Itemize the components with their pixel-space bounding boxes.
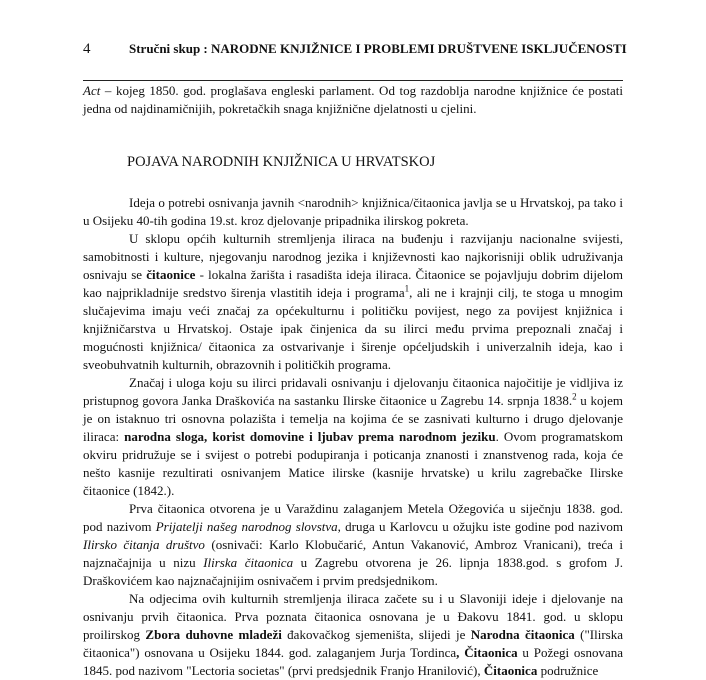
running-header — [83, 38, 627, 60]
paragraph-5: Na odjecima ovih kulturnih stremljenja iliraca začete su i u Slavoniji ideje i djelovanje na osnivanju prvih čitaonica. Prva poznata čitaonica osnovana je u Đakovu 1841. god. u sklopu proilirskog Zbora duhovne mladeži đakovačkog sjemeništa, slijedi je Narodna čitaonica ("Ilirska čitaonica") osnovana u Osijeku 1844. god. zalaganjem Jurja Tordinca, Čitaonica u Požegi osnovana 1845. pod nazivom "Lectoria societas" (prvi predsjednik Franjo Hranilović), Čitaonica podružnice — [83, 591, 624, 678]
emphasis-program: narodna sloga, korist domovine i ljubav prema narodnom jeziku — [124, 429, 496, 444]
page-number: 4 — [83, 41, 91, 57]
footnote-ref-1: 1 — [404, 283, 410, 294]
paragraph-3: Značaj i uloga koju su ilirci pridavali osnivanju i djelovanju čitaonica najočitije je vidljiva iz pristupnog govora Janka Draškovića na sastanku Ilirske čitaonice u Zagrebu 14. srpnja 1838.$^2$ u kojem je on istaknuo tri osnovna polazišta i temelja na kojima će se zasnivati kulturno i drugo djelovanje iliraca: narodna sloga, korist domovine i ljubav prema narodnom jeziku. Ovom programatskom okviru pridružuje se i svijest o potrebi podupiranja i poticanja znanosti i znanstvenog rada, koja će nešto kasnije rezultirati osnivanjem Matice ilirske (kasnije hrvatske) u krilu zagrebačke Ilirske čitaonice (1842.). — [83, 375, 623, 498]
intro-paragraph: Act – kojeg 1850. god. proglašava engleski parlament. Od tog razdoblja narodne knjižnice će postati jedna od najdinamičnijih, pokretačkih snaga knjižnične djelatnosti u cjelini. — [83, 83, 623, 116]
page-body — [83, 82, 623, 680]
footnote-ref-2: 2 — [572, 391, 577, 402]
paragraph-2: U sklopu općih kulturnih stremljenja iliraca na buđenju i razvijanju nacionalne svijesti, samobitnosti i kulture, njegovanju narodnog jezika i književnosti kao najkorisniji oblik udruživanja osnivaju se čitaonice - lokalna žarišta i rasadišta ideja iliraca. Čitaonice se pojavljuju dobrim dijelom kao najprikladnije sredstvo širenja vlastitih ideja i programa$^1$, ali ne i krajnji cilj, te stoga u mnogim slučajevima imaju veći značaj za općekulturnu i političku povijest, nego za povijest knjižnica i knjižničarstva u Hrvatskoj. Ostaje ipak činjenica da su ilirci među prvima prepoznali značaj i mogućnosti knjižnica/ čitaonica za ostvarivanje i širenje općeljudskih i univerzalnih ideja, kao i sveobuhvatnih kulturnih, obrazovnih i političkih programa. — [83, 231, 623, 372]
section-heading: POJAVA NARODNIH KNJIŽNICA U HRVATSKOJ — [127, 154, 436, 170]
running-title: Stručni skup : NARODNE KNJIŽNICE I PROBLEMI DRUŠTVENE ISKLJUČENOSTI — [129, 41, 627, 56]
header-rule — [83, 80, 623, 81]
paragraph-1: Ideja o potrebi osnivanja javnih <narodnih> knjižnica/čitaonica javlja se u Hrvatskoj, pa tako i u Osijeku 40-tih godina 19.st. kroz djelovanje pripadnika ilirskog pokreta. — [83, 195, 623, 228]
act-term: Act — [83, 83, 101, 98]
emphasis-citaonice: čitaonice — [146, 267, 196, 282]
paragraph-4: Prva čitaonica otvorena je u Varaždinu zalaganjem Metela Ožegovića u siječnju 1838. god. pod nazivom Prijatelji našeg narodnog slovstva, druga u Karlovcu u ožujku iste godine pod nazivom Ilirsko čitanja društvo (osnivači: Karlo Klobučarić, Antun Vakanović, Ambroz Vranicani), treća i najznačajnija u nizu Ilirska čitaonica u Zagrebu otvorena je 26. lipnja 1838.god. s grofom J. Draškovićem kao najznačajnijim osnivačem i prvim predsjednikom. — [83, 501, 624, 588]
